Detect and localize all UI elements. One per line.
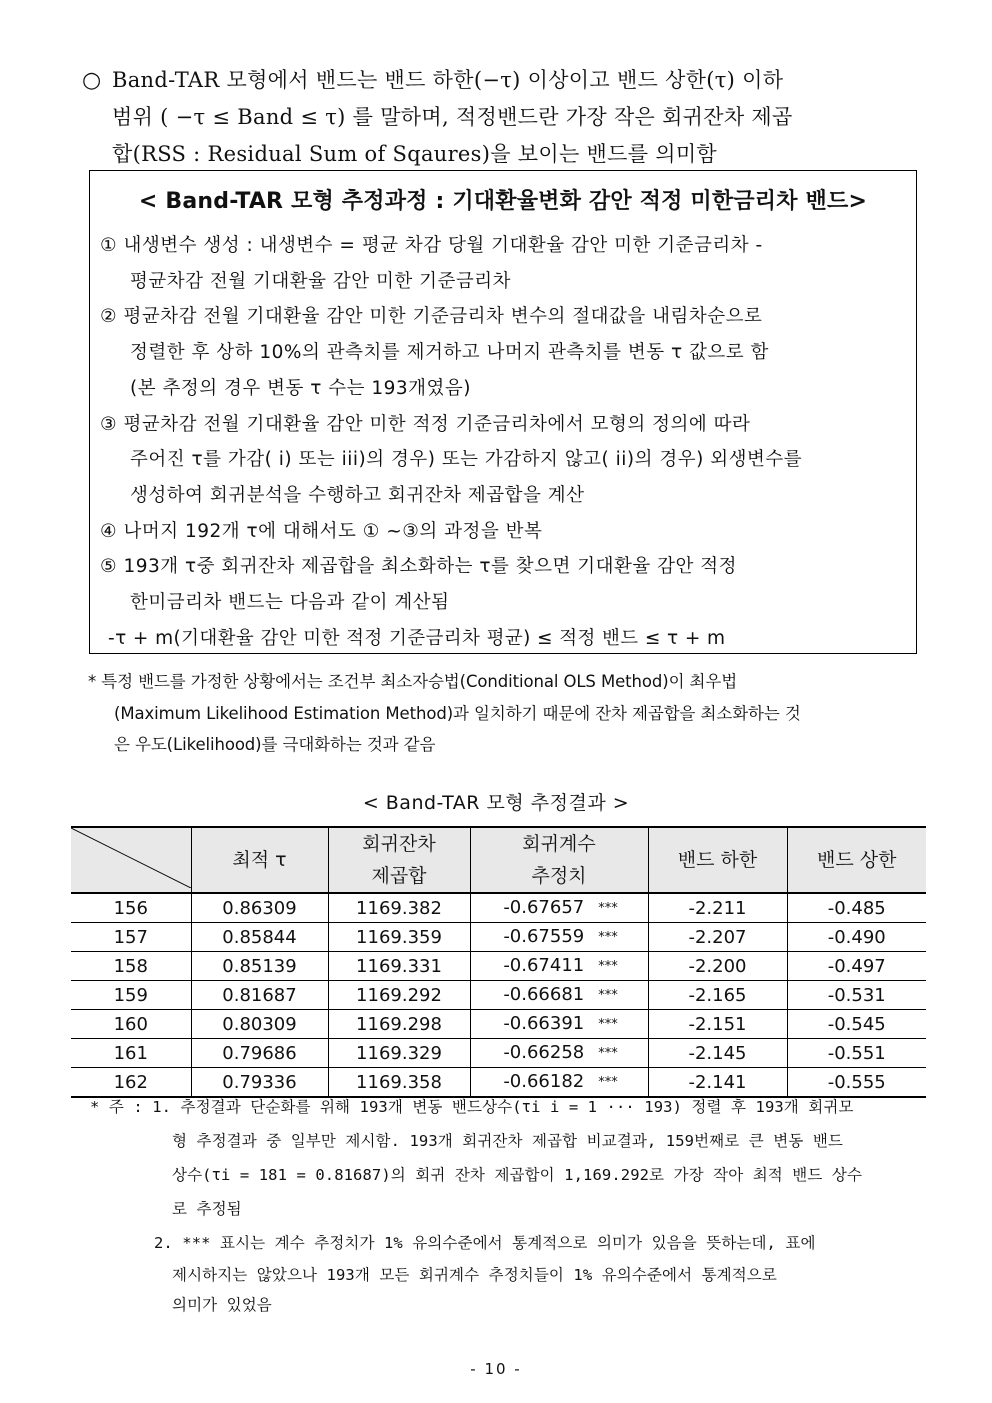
- intro-text-1: Band-TAR 모형에서 밴드는 밴드 하한(−τ) 이상이고 밴드 상한(τ) 이하: [112, 68, 784, 92]
- table-row: [71, 1010, 926, 1039]
- table-row: [71, 1039, 926, 1068]
- ols-note: [88, 666, 924, 761]
- row-tau: 0.85139: [191, 952, 328, 981]
- step-2-line-3: (본 추정의 경우 변동 τ 수는 193개였음): [130, 377, 471, 399]
- footnote-1-line-4: 로 추정됨: [172, 1200, 242, 1218]
- row-id: 159: [71, 981, 191, 1010]
- intro-line-3: 합(RSS : Residual Sum of Sqaures)을 보이는 밴드를 의미함: [112, 142, 718, 166]
- row-tau: 0.79686: [191, 1039, 328, 1068]
- significance-stars: ***: [598, 959, 618, 974]
- estimation-process-box: [89, 170, 917, 654]
- page-number: - 10 -: [470, 1360, 522, 1378]
- note-line-3: 은 우도(Likelihood)를 극대화하는 것과 같음: [114, 735, 436, 754]
- results-table: [71, 826, 926, 1098]
- row-lower: -2.200: [648, 952, 787, 981]
- header-coef: [470, 827, 648, 893]
- step-2-line-2: 정렬한 후 상하 10%의 관측치를 제거하고 나머지 관측치를 변동 τ 값으로 함: [130, 342, 769, 364]
- table-row: [71, 923, 926, 952]
- row-upper: -0.531: [787, 981, 926, 1010]
- note-line-1: * 특정 밴드를 가정한 상황에서는 조건부 최소자승법(Conditional OLS Method)이 최우법: [88, 672, 738, 691]
- row-id: 160: [71, 1010, 191, 1039]
- row-lower: -2.165: [648, 981, 787, 1010]
- footnote-1-line-2: 형 추정결과 중 일부만 제시함. 193개 회귀잔차 제곱합 비교결과, 159번째로 큰 변동 밴드: [172, 1132, 843, 1150]
- row-rss: 1169.329: [328, 1039, 470, 1068]
- header-band-upper: 밴드 상한: [787, 827, 926, 893]
- note-line-2: (Maximum Likelihood Estimation Method)과 일치하기 때문에 잔차 제곱합을 최소화하는 것: [114, 703, 801, 723]
- table-caption: < Band-TAR 모형 추정결과 >: [362, 792, 630, 814]
- significance-stars: ***: [598, 901, 618, 916]
- row-id: 162: [71, 1068, 191, 1098]
- row-tau: 0.81687: [191, 981, 328, 1010]
- row-tau: 0.80309: [191, 1010, 328, 1039]
- table-row: [71, 893, 926, 923]
- footnote-2-line-3: 의미가 있었음: [172, 1296, 272, 1314]
- coef-value: -0.67411: [503, 955, 585, 976]
- row-rss: 1169.358: [328, 1068, 470, 1098]
- intro-paragraph: [82, 62, 927, 173]
- row-coef: [470, 923, 648, 952]
- step-4: [90, 514, 916, 550]
- step-3: [90, 407, 916, 514]
- row-rss: 1169.359: [328, 923, 470, 952]
- table-header-row: [71, 827, 926, 893]
- header-coef-line-1: 회귀계수: [522, 833, 596, 855]
- row-lower: -2.151: [648, 1010, 787, 1039]
- intro-line-1: [82, 62, 927, 99]
- step-1-line-1: ① 내생변수 생성 : 내생변수 = 평균 차감 당월 기대환율 감안 미한 기준금리차 -: [100, 235, 763, 256]
- significance-stars: ***: [598, 1017, 618, 1032]
- band-formula: -τ + m(기대환율 감안 미한 적정 기준금리차 평균) ≤ 적정 밴드 ≤ τ + m: [108, 627, 726, 649]
- row-upper: -0.485: [787, 893, 926, 923]
- row-rss: 1169.298: [328, 1010, 470, 1039]
- table-row: [71, 981, 926, 1010]
- row-upper: -0.555: [787, 1068, 926, 1098]
- row-tau: 0.85844: [191, 923, 328, 952]
- header-rss: [328, 827, 470, 893]
- box-title: < Band-TAR 모형 추정과정 : 기대환율변화 감안 적정 미한금리차 밴드>: [138, 189, 868, 214]
- header-coef-line-2: 추정치: [531, 865, 587, 887]
- step-5-line-2: 한미금리차 밴드는 다음과 같이 계산됨: [130, 592, 450, 614]
- significance-stars: ***: [598, 988, 618, 1003]
- header-optimal-tau: 최적 τ: [191, 827, 328, 893]
- row-rss: 1169.382: [328, 893, 470, 923]
- row-upper: -0.490: [787, 923, 926, 952]
- step-3-line-2: 주어진 τ를 가감( i) 또는 iii)의 경우) 또는 가감하지 않고( ii)의 경우) 외생변수를: [130, 449, 803, 471]
- row-rss: 1169.331: [328, 952, 470, 981]
- coef-value: -0.66182: [503, 1071, 585, 1092]
- step-2-line-1: ② 평균차감 전월 기대환율 감안 미한 기준금리차 변수의 절대값을 내림차순으로: [100, 306, 763, 328]
- row-coef: [470, 981, 648, 1010]
- row-coef: [470, 1039, 648, 1068]
- row-coef: [470, 952, 648, 981]
- step-5-line-1: ⑤ 193개 τ중 회귀잔차 제곱합을 최소화하는 τ를 찾으면 기대환율 감안 적정: [100, 556, 737, 578]
- row-id: 157: [71, 923, 191, 952]
- row-coef: [470, 893, 648, 923]
- footnote-2-line-1: 2. *** 표시는 계수 추정치가 1% 유의수준에서 통계적으로 의미가 있음을 뜻하는데, 표에: [154, 1234, 816, 1252]
- footnote-1-line-3: 상수(τi = 181 = 0.81687)의 회귀 잔차 제곱합이 1,169.292로 가장 작아 최적 밴드 상수: [172, 1166, 863, 1184]
- row-lower: -2.207: [648, 923, 787, 952]
- significance-stars: ***: [598, 1046, 618, 1061]
- row-rss: 1169.292: [328, 981, 470, 1010]
- step-5: [90, 549, 916, 620]
- footnote-2-line-2: 제시하지는 않았으나 193개 모든 회귀계수 추정치들이 1% 유의수준에서 통계적으로: [172, 1266, 777, 1284]
- coef-value: -0.66681: [503, 984, 585, 1005]
- row-lower: -2.211: [648, 893, 787, 923]
- header-rss-line-2: 제곱합: [371, 865, 427, 887]
- header-band-lower: 밴드 하한: [648, 827, 787, 893]
- coef-value: -0.67657: [503, 897, 585, 918]
- coef-value: -0.66258: [503, 1042, 585, 1063]
- intro-line-2: 범위 ( −τ ≤ Band ≤ τ) 를 말하며, 적정밴드란 가장 작은 회귀잔차 제곱: [112, 105, 793, 129]
- coef-value: -0.67559: [503, 926, 585, 947]
- table-row: [71, 952, 926, 981]
- step-2: [90, 299, 916, 406]
- row-coef: [470, 1010, 648, 1039]
- row-lower: -2.145: [648, 1039, 787, 1068]
- step-4-line-1: ④ 나머지 192개 τ에 대해서도 ① ~③의 과정을 반복: [100, 520, 543, 542]
- row-tau: 0.86309: [191, 893, 328, 923]
- row-lower: -2.141: [648, 1068, 787, 1098]
- row-upper: -0.545: [787, 1010, 926, 1039]
- diagonal-line: [71, 828, 191, 888]
- significance-stars: ***: [598, 930, 618, 945]
- header-rss-line-1: 회귀잔차: [362, 833, 436, 855]
- bullet-circle: ○: [82, 68, 102, 93]
- step-1-line-2: 평균차감 전월 기대환율 감안 미한 기준금리차: [130, 270, 511, 292]
- significance-stars: ***: [598, 1075, 618, 1090]
- header-diagonal-cell: [71, 827, 191, 893]
- row-tau: 0.79336: [191, 1068, 328, 1098]
- step-1: [90, 228, 916, 299]
- row-id: 161: [71, 1039, 191, 1068]
- step-3-line-1: ③ 평균차감 전월 기대환율 감안 미한 적정 기준금리차에서 모형의 정의에 따라: [100, 413, 751, 435]
- row-upper: -0.551: [787, 1039, 926, 1068]
- footnote-1-line-1: * 주 : 1. 추정결과 단순화를 위해 193개 변동 밴드상수(τi i = 1 ··· 193) 정렬 후 193개 회귀모: [90, 1098, 854, 1116]
- step-3-line-3: 생성하여 회귀분석을 수행하고 회귀잔차 제곱합을 계산: [130, 484, 585, 506]
- row-upper: -0.497: [787, 952, 926, 981]
- row-id: 156: [71, 893, 191, 923]
- row-id: 158: [71, 952, 191, 981]
- coef-value: -0.66391: [503, 1013, 585, 1034]
- table-footnotes: [90, 1090, 925, 1320]
